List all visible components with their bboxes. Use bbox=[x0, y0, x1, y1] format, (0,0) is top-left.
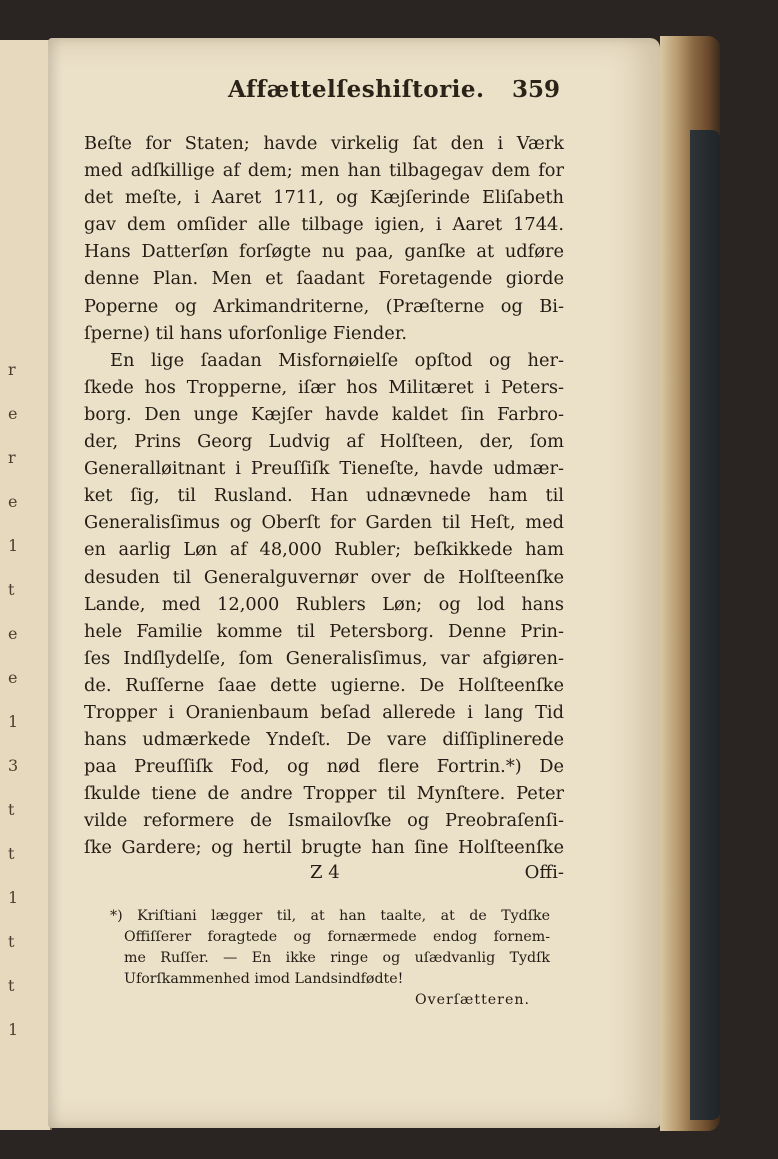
text-line: En lige ſaadan Misfornøielſe opſtod og her- bbox=[110, 349, 564, 371]
left-page-fragment: 3 bbox=[8, 756, 19, 775]
text-line: desuden til Generalguvernør over de Holſteenſke bbox=[84, 566, 564, 588]
left-page-fragment: e bbox=[8, 624, 18, 643]
footnote bbox=[110, 906, 550, 1011]
text-line: hans udmærkede Yndeſt. De vare diſſiplinerede bbox=[84, 729, 564, 751]
text-line: en aarlig Løn af 48,000 Rubler; beſkikkede ham bbox=[84, 539, 564, 561]
text-line: Tropper i Oranienbaum beſad allerede i lang Tid bbox=[84, 701, 564, 723]
left-page-fragment: e bbox=[8, 492, 18, 511]
left-page-fragment: r bbox=[8, 360, 16, 379]
text-line: Beſte for Staten; havde virkelig ſat den i Værk bbox=[84, 133, 564, 154]
page-header bbox=[100, 76, 560, 106]
text-line: gav dem omſider alle tilbage igien, i Aaret 1744. bbox=[84, 214, 564, 236]
footnote-line: Offiſſerer foragtede og fornærmede endog fornem- bbox=[124, 929, 550, 945]
left-page-fragment: t bbox=[8, 800, 15, 819]
text-line: de. Ruſſerne ſaae dette ugierne. De Holſteenſke bbox=[84, 674, 564, 696]
text-line: Hans Datterſøn forſøgte nu paa, ganſke at udføre bbox=[84, 241, 564, 263]
left-page-fragment: t bbox=[8, 580, 15, 599]
footnote-line: *) Kriſtiani lægger til, at han taalte, at de Tydſke bbox=[110, 908, 550, 924]
running-title: Affættelſeshiſtorie. bbox=[228, 76, 485, 103]
left-page-fragment: e bbox=[8, 404, 18, 423]
footnote-line: me Ruſſer. — En ikke ringe og uſædvanlig Tydſk bbox=[124, 950, 550, 966]
body-text bbox=[84, 130, 564, 862]
text-line: denne Plan. Men et ſaadant Foretagende giorde bbox=[84, 268, 564, 290]
text-line: ſperne) til hans uforſonlige Fiender. bbox=[84, 322, 408, 344]
left-page-fragment: t bbox=[8, 844, 15, 863]
footnote-signature: Overſætteren. bbox=[414, 992, 530, 1008]
signature-mark: Z 4 bbox=[310, 862, 340, 883]
left-page-fragment: 1 bbox=[8, 888, 19, 907]
signature-line bbox=[84, 862, 564, 892]
left-page-fragment: t bbox=[8, 976, 15, 995]
page-number: 359 bbox=[511, 76, 560, 103]
left-page-fragment: e bbox=[8, 668, 18, 687]
book-cover-edge bbox=[690, 130, 720, 1120]
text-line: ſkulde tiene de andre Tropper til Mynſtere. Peter bbox=[84, 783, 564, 805]
text-line: ſke Gardere; og hertil brugte han ſine Holſteenſke bbox=[84, 837, 564, 859]
left-page-fragment: 1 bbox=[8, 536, 19, 555]
text-line: ſkede hos Tropperne, iſær hos Militæret i Peters- bbox=[84, 376, 564, 398]
text-line: der, Prins Georg Ludvig af Holſteen, der, ſom bbox=[84, 431, 564, 453]
text-line: hele Familie komme til Petersborg. Denne Prin- bbox=[84, 620, 564, 642]
left-page-fragment: 1 bbox=[8, 1020, 19, 1039]
text-line: Poperne og Arkimandriterne, (Præſterne og Bi- bbox=[84, 295, 564, 317]
text-line: Generalisſimus og Oberſt for Garden til Heſt, med bbox=[84, 512, 564, 534]
text-line: borg. Den unge Kæjſer havde kaldet ſin Farbro- bbox=[84, 403, 564, 425]
catchword: Offi- bbox=[524, 862, 564, 883]
text-line: ſes Indſlydelſe, ſom Generalisſimus, var afgiøren- bbox=[84, 647, 564, 669]
left-page-fragment: t bbox=[8, 932, 15, 951]
text-line: paa Preuſſiſk Fod, og nød flere Fortrin.*) De bbox=[84, 756, 564, 778]
left-page-fragment: r bbox=[8, 448, 16, 467]
left-page-edge bbox=[0, 40, 52, 1130]
left-page-fragment: 1 bbox=[8, 712, 19, 731]
text-line: Generalløitnant i Preuſſiſk Tieneſte, havde udmær- bbox=[84, 458, 564, 480]
text-line: vilde reformere de Ismailovſke og Preobraſenſi- bbox=[84, 810, 564, 832]
footnote-line: Uforſkammenhed imod Landsindfødte! bbox=[124, 971, 404, 987]
text-line: ket ſig, til Rusland. Han udnævnede ham til bbox=[84, 485, 564, 507]
text-line: det meſte, i Aaret 1711, og Kæjſerinde Eliſabeth bbox=[84, 187, 564, 209]
text-line: med adſkillige af dem; men han tilbagegav dem for bbox=[84, 160, 564, 182]
text-line: Lande, med 12,000 Rublers Løn; og lod hans bbox=[84, 593, 564, 615]
